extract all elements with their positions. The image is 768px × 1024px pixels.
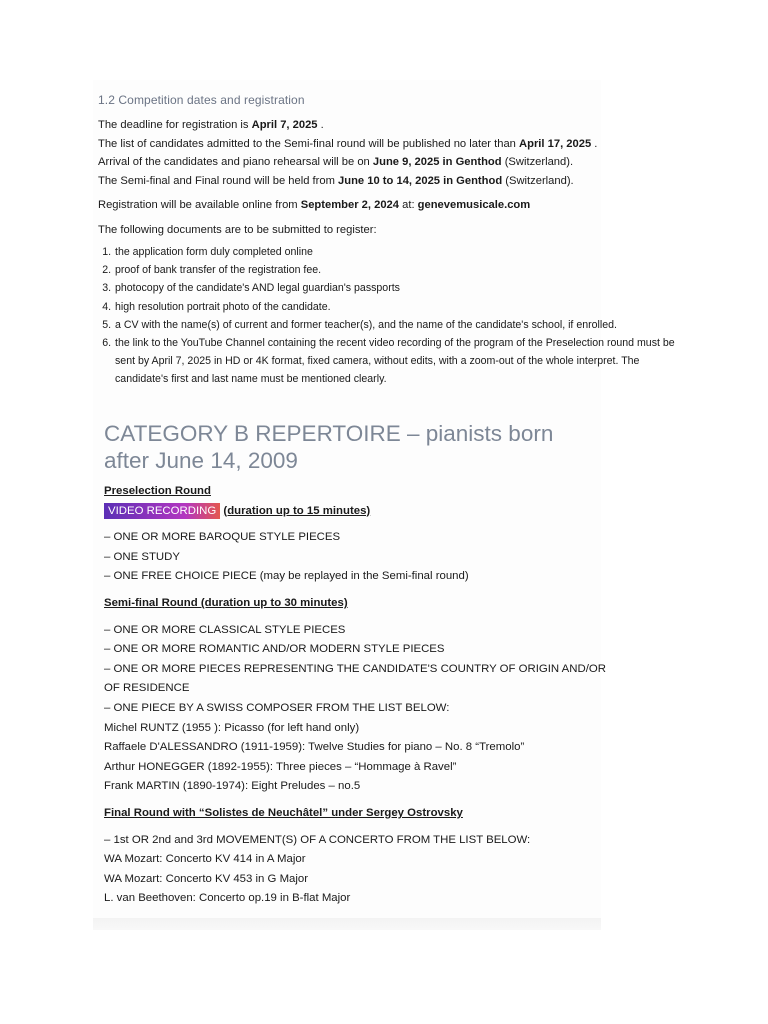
- deadline-date: April 7, 2025: [251, 119, 318, 131]
- list-item: – ONE PIECE BY A SWISS COMPOSER FROM THE LIST BELOW:: [104, 701, 450, 714]
- list-item: 4. high resolution portrait photo of the candidate.: [114, 298, 678, 316]
- list-item: 6. the link to the YouTube Channel containing the recent video recording of the program of the Preselection round must be sent by April 7, 2025 in HD or 4K format, fixed camera, without edits, with a zoom-out of the whole interpret. The candidate's first and last name must be mentioned clearly.: [114, 334, 675, 389]
- list-item: – ONE OR MORE PIECES REPRESENTING THE CANDIDATE'S COUNTRY OF ORIGIN AND/OR: [104, 662, 606, 675]
- preselection-heading: Preselection Round: [104, 485, 211, 497]
- spacer: [104, 587, 624, 594]
- list-item: – ONE OR MORE BAROQUE STYLE PIECES: [104, 531, 341, 544]
- list-item: – ONE FREE CHOICE PIECE (may be replayed in the Semi-final round): [104, 570, 469, 583]
- list-item: – ONE STUDY: [104, 550, 180, 563]
- list-item: Raffaele D'ALESSANDRO (1911-1959): Twelve Studies for piano – No. 8 “Tremolo”: [104, 741, 525, 754]
- list-publication-date: April 17, 2025: [519, 137, 592, 150]
- spacer: [104, 824, 624, 831]
- list-item: Arthur HONEGGER (1892-1955): Three pieces – “Hommage à Ravel”: [104, 760, 457, 773]
- website-link[interactable]: genevemusicale.com: [417, 199, 531, 211]
- list-item: 2. proof of bank transfer of the registration fee.: [114, 261, 678, 279]
- final-heading: Final Round with “Solistes de Neuchâtel” under Sergey Ostrovsky: [104, 806, 463, 819]
- list-publication-line: The list of candidates admitted to the Semi-final round will be published no later than April 17, 2025 .: [98, 137, 598, 150]
- spacer: [104, 521, 624, 528]
- page-shadow: [93, 918, 601, 930]
- video-recording-badge: VIDEO RECORDING: [104, 503, 220, 519]
- section-category-b: [104, 420, 624, 909]
- online-registration-line: Registration will be available online from September 2, 2024 at: genevemusicale.com: [98, 199, 531, 211]
- semifinal-heading: Semi-final Round (duration up to 30 minutes): [104, 596, 348, 609]
- list-item: Michel RUNTZ (1955 ): Picasso (for left hand only): [104, 721, 360, 734]
- arrival-date: June 9, 2025 in Genthod: [372, 156, 502, 168]
- preselection-duration: (duration up to 15 minutes): [223, 504, 371, 517]
- deadline-line: The deadline for registration is April 7, 2025 .: [98, 119, 324, 131]
- list-item: 1. the application form duly completed online: [114, 243, 678, 261]
- list-item: 3. photocopy of the candidate's AND legal guardian's passports: [114, 279, 678, 297]
- list-item: Frank MARTIN (1890-1974): Eight Preludes – no.5: [104, 780, 361, 793]
- list-item: – 1st OR 2nd and 3rd MOVEMENT(S) OF A CONCERTO FROM THE LIST BELOW:: [104, 833, 531, 846]
- spacer: [104, 797, 624, 804]
- list-item: WA Mozart: Concerto KV 414 in A Major: [104, 853, 306, 866]
- preselection-format: [104, 502, 624, 522]
- rounds-line: The Semi-final and Final round will be held from June 10 to 14, 2025 in Genthod (Switzerland).: [98, 174, 574, 187]
- list-item: OF RESIDENCE: [104, 682, 190, 695]
- section-competition-dates: [98, 93, 678, 389]
- list-item: – ONE OR MORE ROMANTIC AND/OR MODERN STYLE PIECES: [104, 643, 445, 656]
- list-item: WA Mozart: Concerto KV 453 in G Major: [104, 872, 309, 885]
- list-item: L. van Beethoven: Concerto op.19 in B-flat Major: [104, 892, 351, 905]
- arrival-line: Arrival of the candidates and piano rehearsal will be on June 9, 2025 in Genthod (Switzerland).: [98, 156, 574, 168]
- rounds-date: June 10 to 14, 2025 in Genthod: [338, 174, 503, 187]
- list-item: 5. a CV with the name(s) of current and former teacher(s), and the name of the candidate's school, if enrolled.: [114, 316, 678, 334]
- category-title: CATEGORY B REPERTOIRE – pianists born after June 14, 2009: [104, 421, 554, 473]
- documents-intro: The following documents are to be submitted to register:: [98, 223, 377, 236]
- spacer: [104, 614, 624, 621]
- online-date: September 2, 2024: [300, 199, 399, 211]
- list-item: – ONE OR MORE CLASSICAL STYLE PIECES: [104, 623, 346, 636]
- documents-list: [98, 243, 678, 389]
- section-heading: 1.2 Competition dates and registration: [98, 93, 305, 107]
